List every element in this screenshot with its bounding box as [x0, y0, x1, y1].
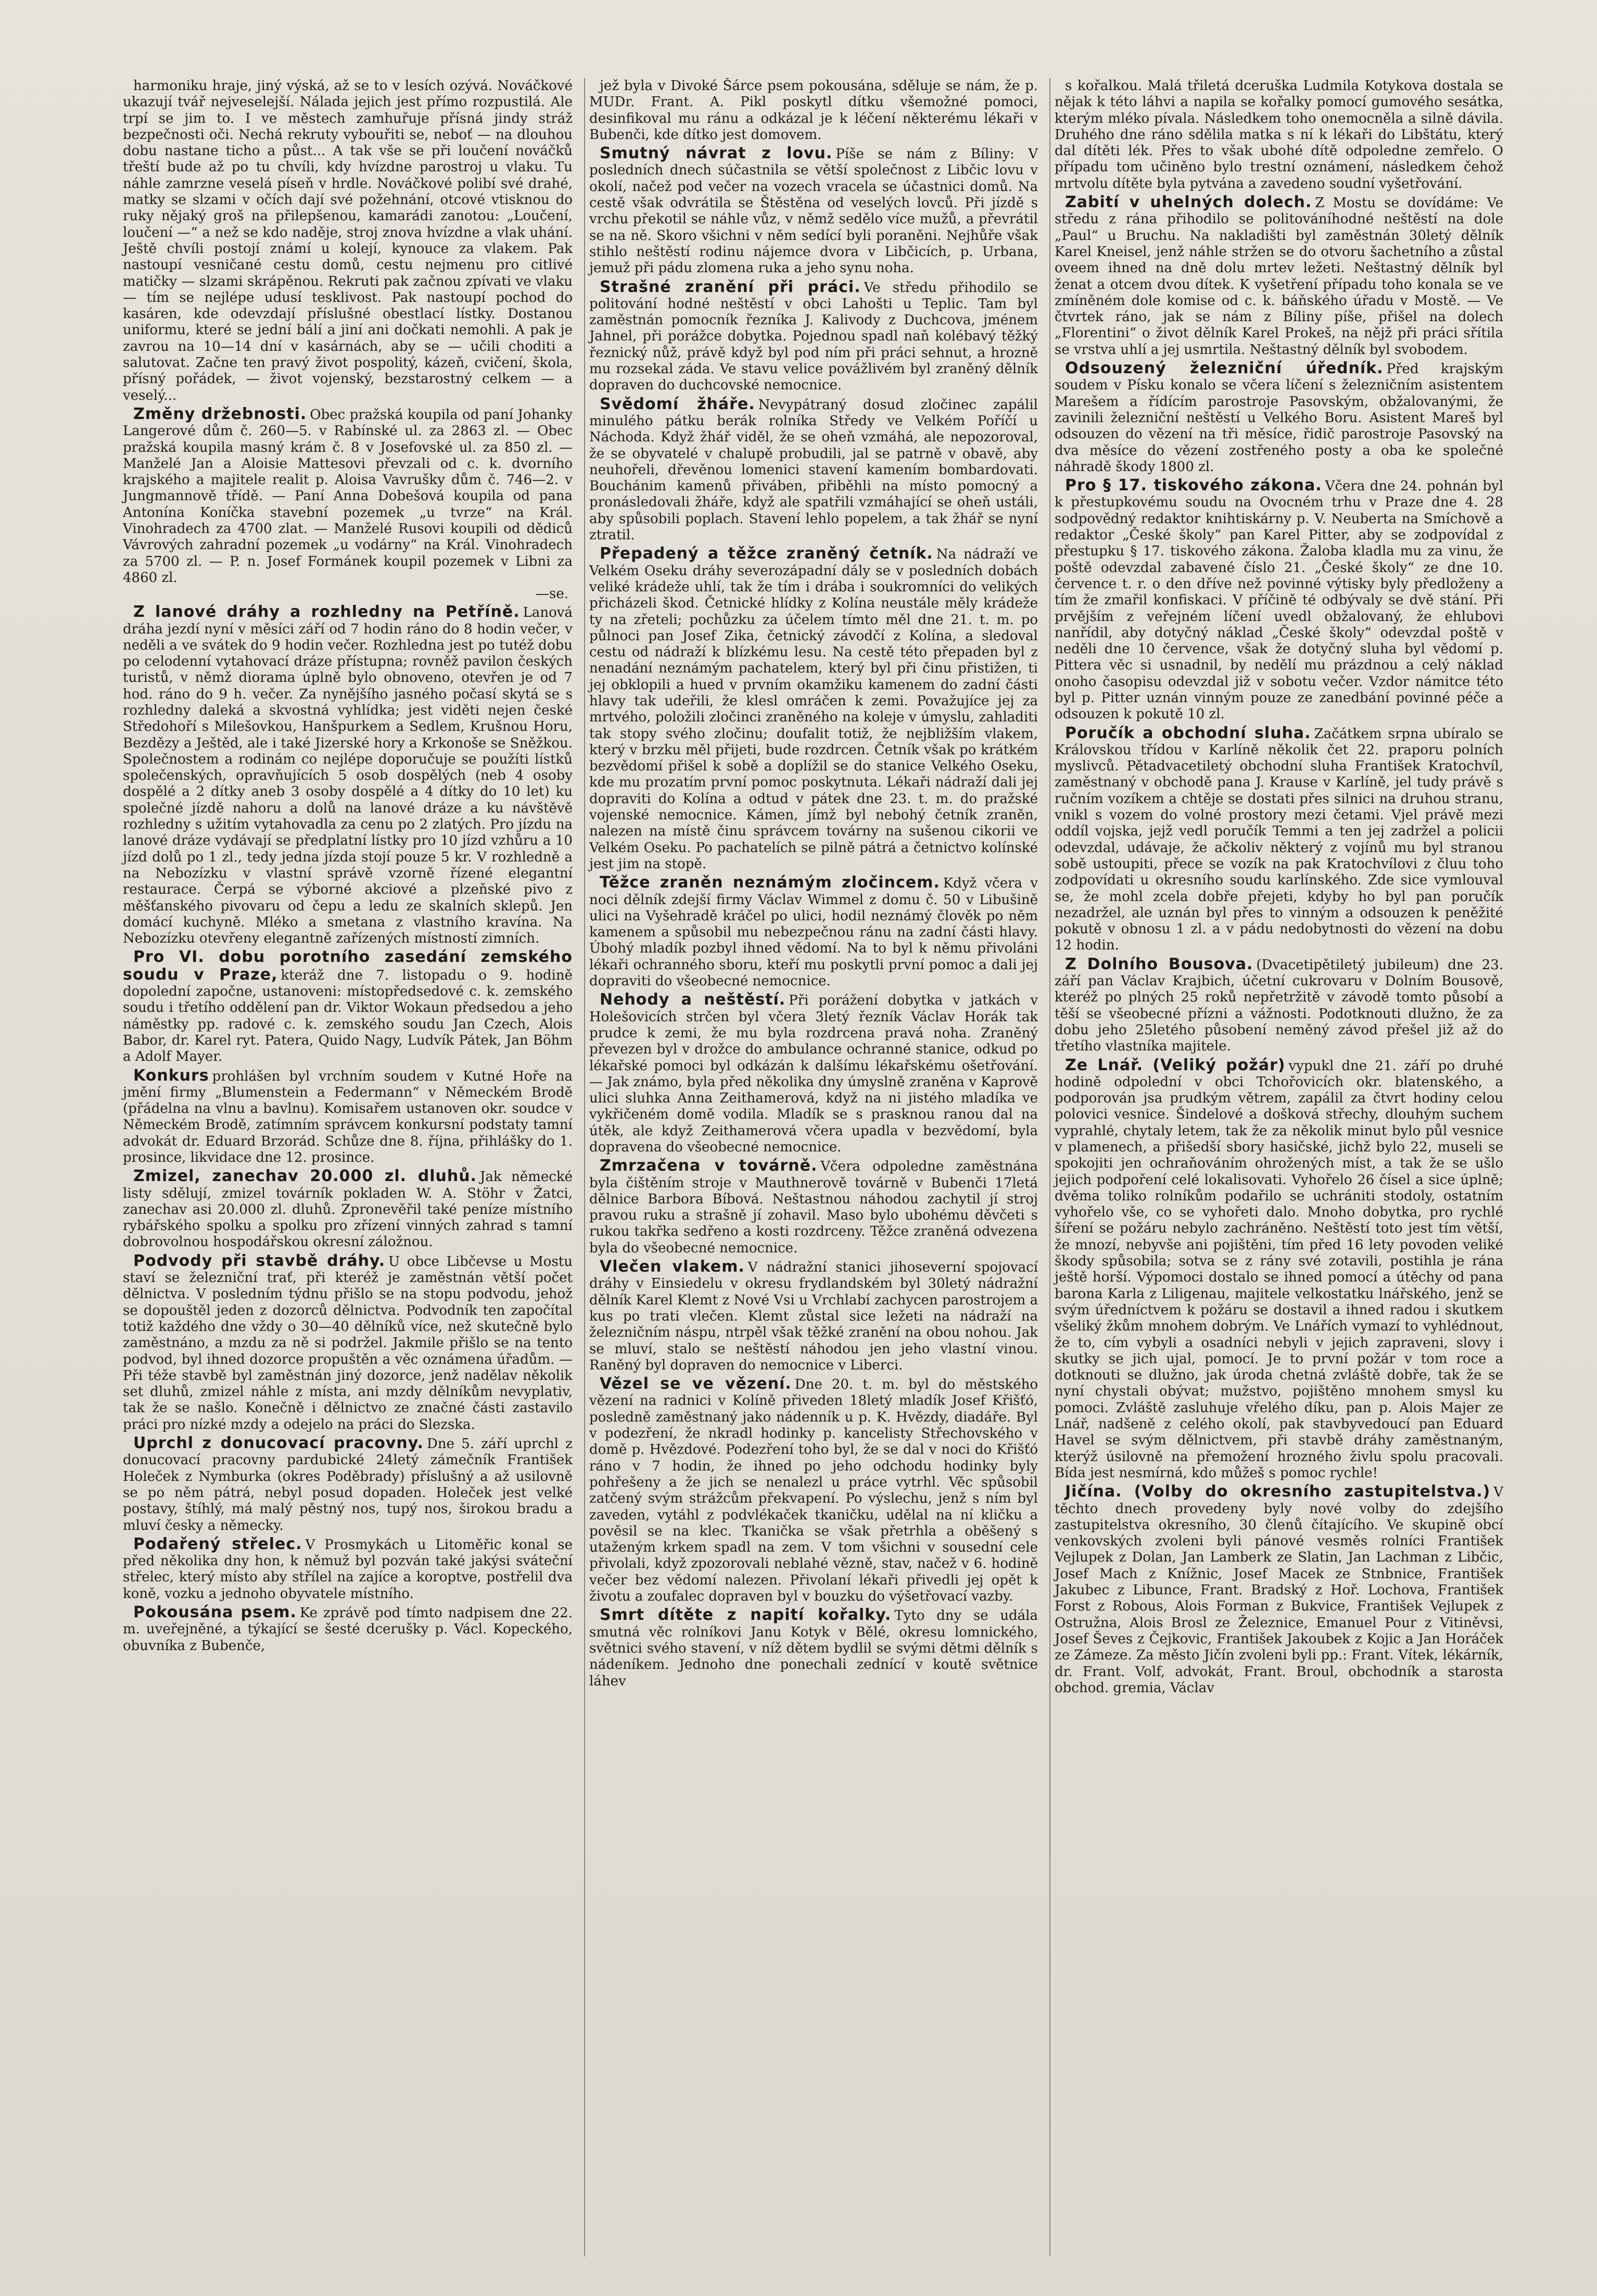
- article-text: Dne 20. t. m. byl do městského vězení na radnici v Kolíně přiveden 18letý mladík Josef Křišťó, posledně zaměstnaný jako nádenník u p. K. Hvězdy, diadáře. Byl v podezření, že nkradl hodinky p. kancelisty Střechovského v domě p. Hvězdové. Podezření toho byl, že se dal v noci do Křišťó ráno v 7 hodin, že ihned po jeho odchodu hodinky byly pohřešeny a že jich se nenalezl u práce vytrhl. Věc spůsobil zatčený svým strážcům překvapení. Po výslechu, jenž s ním byl zaveden, vytáhl z podvlékaček tkaničku, udělal na ní kličku a pověsil se na klec. Tkanička se však přetrhla a oběšený s utaženým krkem spadl na zem. V tom všichni v sousední cele přivolali, když zpozorovali neblahé vězně, stav, načež v 6. hodině večer bez vědomí nalezen. Přivolaní lékaři přivedli jej opět k životu a zoufalec dopraven byl v bouzku do výšetřovací vazby.: [589, 1377, 1038, 1605]
- news-article: [123, 1068, 573, 1166]
- article-heading: Těžce zraněn neznámým zločincem.: [600, 873, 940, 892]
- article-text: Při porážení dobytka v jatkách v Holešovicích strčen byl včera 3letý řezník Václav Horák tak prudce k zemi, že mu byla rozdrcena pravá noha. Zraněný převezen byl v drožce do ambulance ochranné stanice, odkud po lékařské pomoci byl odkázán k dalšímu lékařskému ošetřování. — Jak známo, byla před několika dny úmyslně zraněna v Kaprově ulici sluhka Anna Zeithamerová, když na ni jistého mladíka ve vykřičeném domě vodila. Mladík se s prasknou ranou dal na útěk, ale když Zeithamerová včera upadla v bezvědomí, byla dopravena do všeobecné nemocnice.: [589, 993, 1038, 1155]
- article-signature: —se.: [536, 586, 568, 602]
- article-heading: Z lanové dráhy a rozhledny na Petříně.: [133, 603, 520, 621]
- news-article: [589, 1158, 1038, 1257]
- article-paragraph: [1055, 360, 1503, 475]
- article-paragraph: [589, 145, 1038, 276]
- news-article: [589, 1607, 1038, 1689]
- article-text: Píše se nám z Bíliny: V posledních dnech súčastnila se větší společnost z Libčic lovu v okolí, načež pod večer na vozech vracela se účastnici domů. Na cestě však odvrátila se Štěstěna od veselých lovců. Při jízdě s vrchu překotil se náhle vůz, v němž sedělo více mužů, a převrátil se na ně. Skoro všichni v něm sedící byli poraněni. Nejhůře však stihlo neštěstí rodinu nájemce dvora v Libčicích, p. Urbana, jemuž při pádu zlomena ruka a jeho synu noha.: [589, 146, 1038, 276]
- article-text: V Prosmykách u Litoměřic konal se před několika dny hon, k němuž byl pozván také jakýsi sváteční střelec, který místo aby střílel na zajíce a koroptve, postřelil dva koně, vozku a jednoho obyvatele místního.: [123, 1537, 573, 1602]
- article-text: Lanová dráha jezdí nyní v měsíci září od 7 hodin ráno do 8 hodin večer, v neděli a ve svátek do 9 hodin večer. Rozhledna jest po tutéž dobu po celodenní vytahovací dráze přístupna; rovněž pavilon českých turistů, v němž diorama úplně bylo obnoveno, otevřen je od 7 hod. ráno do 9 h. večer. Za nynějšího jasného počasí skytá se s rozhledny daleká a skvostná vyhlídka; jest viděti nejen české Středohoří s Milešovkou, Hanšpurkem a Sedlem, Krušnou Horu, Bezdězy a Ještěd, ale i také Jizerské hory a Krkonoše se Sněžkou. Společnostem a rodinám co nejlépe doporučuje se použíti lístků společenských, opravňujících 5 osob dospělých (neb 4 osoby dospělé a 2 dítky aneb 3 osoby dospělé a 4 dítky do 10 let) ku společné jízdě nahoru a dolů na lanové dráze a ku návštěvě rozhledny s užitím vytahovadla za cenu po 2 zlatých. Pro jízdu na lanové dráze vydávají se předplatní lístky pro 10 jízd vzhůru a 10 jízd dolů po 1 zl., tedy jedna jízda stojí pouze 5 kr. V rozhledně a na Nebozízku v vlastní správě vzorně řízené elegantní restaurace. Čerpá se výborné akciové a plzeňské pivo z měšťanského pivovaru od čepu a ledu ze skalních sklepů. Jen domácí kuchyně. Mléko a smetana z vlastního kravína. Na Nebozízku otevřeny elegantně zařízených místností zimních.: [123, 605, 573, 947]
- article-text: U obce Libčevse u Mostu staví se železniční trať, při kteréž je zaměstnán větší počet dělnictva. V posledním týdnu přišlo se na stopu podvodu, jehož se dopouštěl jeden z dozorců dělnictva. Podvodník ten započítal totiž každého dne vždy o 30—40 dělníků více, než skutečně bylo zaměstnáno, a mzdu za ně si podržel. Jakmile přišlo se na tento podvod, byl ihned dozorce propuštěn a věc oznámena úřadům. — Při téže stavbě byl zaměstnán jiný dozorce, jenž nadělav několik set dluhů, zmizel náhle z místa, ani mzdy dělníkům nevyplativ, tak že se našlo. Konečně i dělnictvo ze značné části zastavilo práci pro nízké mzdy a odejelo na práci do Slezska.: [123, 1253, 573, 1432]
- article-heading: Pro § 17. tiskového zákona.: [1065, 476, 1322, 495]
- article-heading: Podařený střelec.: [133, 1534, 302, 1553]
- news-article: [589, 1259, 1038, 1374]
- article-text: V těchto dnech provedeny byly nové volby do zdejšího zastupitelstva okresního, 30 členů čítajícího. Ve skupině obcí venkovských zvoleni byli pánové vesměs rolníci František Vejlupek z Dolan, Jan Lamberk ze Slatin, Jan Lachman z Libčic, Josef Mach z Knížnic, Josef Macek ze Stnbnice, František Jakubec z Libunce, Frant. Bradský z Hoř. Lochova, František Forst z Robous, Alois Forman z Bukvice, František Vejlupek z Ostružna, Alois Brosl ze Železnice, Emanuel Pour z Vitiněvsi, Josef Ševes z Čejkovic, František Jakoubek z Kojic a Jan Horáček ze Zámeze. Za město Jičín zvoleni byli pp.: Frant. Vítek, lékárník, dr. Frant. Volf, advokát, Frant. Broul, obchodník a starosta obchod. gremia, Václav: [1055, 1485, 1503, 1696]
- news-article: [123, 604, 573, 947]
- article-text: vypukl dne 21. září po druhé hodině odpolední v obci Tchořovicích okr. blatenského, a podporován jsa prudkým větrem, zapálil za čtvrt hodiny celou polovici vesnice. Šindelové a došková střechy, dlouhým suchem vyprahlé, chytaly letem, tak že za několik minut bylo půl vesnice v plamenech, a přišedší sbory hasičské, jichž bylo 22, museli se spokojiti jen ochraňováním ohrožených míst, a tak že se ušlo jejich podpoření celé lokalisovati. Vyhořelo 26 čísel a sice úplně; dvěma toliko rolníkům podařilo se uchrániti stodoly, ostatním vyhořelo vše, co se vyhořeti dalo. Mnoho dobytka, pro rychlé šíření se požáru nebylo zachráněno. Neštěstí toto jest tím větší, že mnozí, nebyvše ani pojištěni, tím před 16 lety povoden veliké škody spůsobila; sotva se z rány své zotavili, postihla je rána ještě horší. Výpomoci dostalo se ihned pomocí a útěchy od pana barona Karla z Liligenau, majitele velkostatku lnářského, jenž se svým úředníctvem k požáru se dostavil a ihned radou i skutkem všeliký žkům mnohem dobrým. Ve Lnářích vymazí to vyhlédnout, že to, cím vybyli a osadníci nebyli v jejich zapraveni, slovy i skutky se jich ujal, pomocí. Je to první požár v tom roce a dotknouti se dlužno, jak úroda chetná zvláště dobře, tak že se nyní chystali obývat; mužstvo, pojištěno mnohem smysl ku pomoci. Zvláště zasluhuje vřelého díku, pan p. Alois Majer ze Lnář, nadšeně z celého okolí, pak stavbyvedoucí pan Eduard Havel se svým dělnictvem, při stavbě dráhy zaměstnaným, kterýž úsilovně na přemožení hrozného živlu spolu pracovali. Bída jest nesmírná, kdo můžeš s pomoc rychle!: [1055, 1058, 1503, 1481]
- news-article: [1055, 360, 1503, 475]
- article-paragraph: [1055, 477, 1503, 722]
- article-heading: Jičína. (Volby do okresního zastupitelstva.): [1065, 1482, 1491, 1501]
- article-heading: Pokousána psem.: [133, 1603, 297, 1622]
- article-heading: Poručík a obchodní sluha.: [1065, 724, 1311, 742]
- article-heading: Z Dolního Bousova.: [1065, 955, 1253, 973]
- news-article: [589, 546, 1038, 872]
- news-article: [123, 949, 573, 1065]
- article-heading: Uprchl z donucovací pracovny.: [133, 1434, 424, 1453]
- news-article: [589, 145, 1038, 276]
- article-paragraph: [123, 1435, 573, 1534]
- article-text: (Dvacetipětiletý jubileum) dne 23. září pan Václav Krajbich, účetní cukrovaru v Dolním Bousově, kteréž po plných 25 roků nepřetržitě v závodě tomto působí a těší se všeobecné přízni a vážnosti. Podotknouti dlužno, že za dobu jeho 25letého působení neměný závod přešel již až do třetího vlastníka majitele.: [1055, 957, 1503, 1055]
- article-heading: Podvody při stavbě dráhy.: [133, 1251, 386, 1270]
- article-paragraph: [123, 949, 573, 1065]
- article-text: Na nádraží ve Velkém Oseku dráhy severozápadní dály se v posledních dobách veliké krádeže uhlí, tak že tím i drába i soukromníci do velikých přicházeli škod. Četnické hlídky z Kolína neustále měly krádeže ty na zřeteli; pochůzku za účelem tímto měl dne 21. t. m. po půlnoci pan Josef Zika, četnický závodčí z Kolína, a sledoval cestu od nádraží k blízkému lesu. Na cestě této přepaden byl z nenadání neznámým pachatelem, který byl při činu přistižen, ti jej obklopili a hued v prvním okamžiku kamenem do zadní části hlavy tak udeřili, že klesl omráčen k zemi. Považujíce jej za mrtvého, položili zločinci zraněného na koleje v úmyslu, zahladiti tak stopy svého zločinu; doufalit totiž, že nejbližším vlakem, který v brzku měl přijeti, bude rozdrcen. Četník však po krátkém bezvědomí přišel k sobě a doplížil se do stanice Velkého Oseku, kde mu prozatím první pomoc poskytnuta. Lékaři nádraží dali jej dopraviti do Kolína a odtud v pátek dne 23. t. m. do pražské vojenské nemocnice. Kámen, jímž byl nebohý četník zraněn, nalezen na místě činu správcem továrny na sušenou cikorii ve Velkém Oseku. Po pachatelích se pilně pátrá a četnictvo kolínské jest jim na stopě.: [589, 547, 1038, 872]
- article-paragraph: [123, 1253, 573, 1433]
- article-heading: Změny držebnosti.: [133, 404, 307, 423]
- article-heading: Smrt dítěte z napití kořalky.: [600, 1606, 892, 1625]
- article-text: kteráž dne 7. listopadu o 9. hodině dopolední započne, ustanoveni: místopředsedové c. k. zemského soudu i třetího oddělení pan dr. Viktor Wokaun předsedou a jeho náměstky pp. radové c. k. zemského soudu Jan Czech, Alois Babor, dr. Karel ryt. Patera, Quido Nagy, Ludvík Pátek, Jan Böhm a Adolf Mayer.: [123, 967, 573, 1065]
- article-heading: Odsouzený železniční úředník.: [1065, 359, 1384, 378]
- article-text: Včera odpoledne zaměstnána byla čištěním stroje v Mauthnerově továrně v Bubenči 17letá dělnice Barbora Bíbová. Neštastnou náhodou zachytil jí stroj pravou ruku a strašně jí zohavil. Maso bylo ubohému děvčeti s rukou takřka sedřeno a kosti rozdrceny. Těžce zraněná odvezena byla do všeobecné nemocnice.: [589, 1159, 1038, 1256]
- article-heading: Zmrzačena v továrně.: [600, 1157, 818, 1175]
- article-text: jež byla v Divoké Šárce psem pokousána, sděluje se nám, že p. MUDr. Frant. A. Pikl poskytl dítku všemožné pomoci, desinfikoval mu ránu a odkázal je k léčení některému lékaři v Bubenči, kde dítko jest domovem.: [589, 78, 1038, 143]
- article-heading: Vězel se ve vězení.: [600, 1375, 792, 1393]
- article-text: Nevypátraný dosud zločinec zapálil minulého pátku berák rolníka Středy ve Velkém Poříčí u Náchoda. Když žhář viděl, že se oheň vzmáhá, ale nepozoroval, že se obyvatelé v chalupě probudili, jal se patrně v obavě, aby neuhořeli, dřevěnou lomenici stavení kamením bombardovati. Bouchánim kamenů přiváben, přiběhli na místo pomocný a pronásledovali žháře, když ale spatřili vzmáhající se oheň ustáli, aby spůsobili poplach. Stavení lehlo popelem, a tak žhář se nyní ztratil.: [589, 397, 1038, 543]
- news-article: [1055, 956, 1503, 1055]
- article-heading: Smutný návrat z lovu.: [600, 144, 833, 163]
- article-paragraph: [589, 1158, 1038, 1257]
- article-text: Tyto dny se udála smutná věc rolníkovi Janu Kotyk v Bělé, okresu lomnického, světnici svého stavení, v níž dětem bydlil se svými dětmi dělník s nádeníkem. Jednoho dne ponechali zednící v koutě světnice láhev: [589, 1608, 1038, 1689]
- article-paragraph: [1055, 725, 1503, 954]
- article-heading: Svědomí žháře.: [600, 395, 755, 413]
- article-heading: Nehody a neštěstí.: [600, 991, 786, 1009]
- article-text: Dne 5. září uprchl z donucovací pracovny pardubické 24letý zámečník František Holeček z Nymburka (okres Poděbrady) příslušný a až usilovně se po něm pátrá, nebyl posud dopaden. Holeček jest velké postavy, štíhlý, má malý pěstný nos, tupý nos, širokou bradu a mluví česky a německy.: [123, 1436, 573, 1533]
- column-1: [119, 78, 577, 2256]
- article-heading: Konkurs: [133, 1066, 209, 1085]
- text-columns: [119, 78, 1507, 2256]
- article-heading: Přepadený a těžce zraněný četník.: [600, 544, 933, 563]
- article-text: Obec pražská koupila od paní Johanky Langerové dům č. 260—5. v Rabínské ul. za 2863 zl. — Obec pražská koupila masný krám č. 8 v Josefovské ul. za 850 zl. — Manželé Jan a Aloisie Mattesovi převzali od c. k. dvorního krajského a majitele realit p. Aloisa Vavrušky dům č. 746—2. v Jungmannově třídě. — Paní Anna Dobešová koupila od pana Antonína Koníčka stavební pozemek „u tvrze“ na Král. Vinohradech za 4700 zlat. — Manželé Rusovi koupili od dědiců Vávrových zahradní pozemek „u vodárny“ na Král. Vinohradech za 5700 zl. — P. n. Josef Formánek koupil pozemek v Libni za 4860 zl.: [123, 407, 573, 586]
- article-heading: Vlečen vlakem.: [600, 1258, 745, 1276]
- article-heading: Zmizel, zanechav 20.000 zl. dluhů.: [133, 1167, 477, 1186]
- article-paragraph: [123, 406, 573, 586]
- article-paragraph: [589, 874, 1038, 990]
- news-article: [1055, 78, 1503, 192]
- news-article: [123, 1168, 573, 1250]
- article-paragraph: [589, 1607, 1038, 1689]
- news-article: [123, 1604, 573, 1654]
- article-heading: Strašné zranění při práci.: [600, 277, 861, 296]
- article-paragraph: [589, 396, 1038, 544]
- news-article: [123, 406, 573, 602]
- news-article: [1055, 1057, 1503, 1482]
- article-paragraph: [1055, 194, 1503, 358]
- article-paragraph: [1055, 1483, 1503, 1696]
- article-text: Před krajským soudem v Písku konalo se včera líčení s železničním asistentem Marešem a řídícím parostroje Pasovským, obžalovanými, že zavinili železniční neštěstí u Velkého Boru. Asistent Mareš byl odsouzen do vězení na tři měsíce, řidič parostroje Pasovský na dva měsíce do vězení zostřeného posty a oba ke společné náhradě škody 1800 zl.: [1055, 361, 1504, 475]
- article-paragraph: [589, 1259, 1038, 1374]
- news-article: [589, 279, 1038, 394]
- article-text: harmoniku hraje, jiný výská, až se to v lesích ozývá. Nováčkové ukazují tvář nejveselejší. Nálada jejich jest přímo rozpustilá. Ale trpí se jim to. I ve městech zamhuřuje přísná jindy stráž bezpečnosti oči. Nechá rekruty vybouřiti se, neboť — na dlouhou dobu nastane ticho a půst... A tak vše se při loučení nováčků třeští bude až po tu chvíli, kdy hvízdne parostroj u vlaku. Tu náhle zamrzne veselá píseň v hrdle. Nováčkové polibí své drahé, matky se slzami v očích dají své požehnání, otcové vtisknou do ruky nějaký groš na přilepšenou, kamarádi zanotou: „Loučení, loučení —“ a než se kdo naděje, stroj znova hvízdne a vlak uhání. Ještě chvíli postojí známí u kolejí, kynouce za vlakem. Pak nastoupí vesničané cestu domů, cestu nejmenu pro citlivé matičky — slzami skrápěnou. Rekruti pak začnou zpívati ve vlaku — tím se nejlépe udusí tesklivost. Pak nastoupí pochod do kasáren, kde odevzdají příslušné obestlací lístky. Dostanou uniformu, které se jední bálí a jiní ani dočkati nemohli. A pak je zavrou na 10—14 dní v kasárnách, aby se — učili choditi a salutovat. Začne ten pravý život pospolitý, kázeň, cvičení, škola, přísný pořádek, — život vojenský, bezstarostný celkem — a veselý...: [123, 78, 573, 403]
- article-paragraph: [589, 78, 1038, 143]
- article-paragraph: [123, 604, 573, 947]
- article-text: prohlášen byl vrchním soudem v Kutné Hoře na jmění firmy „Blumenstein a Federmann“ v Německém Brodě (přádelna na vlnu a bavlnu). Komisařem ustanoven okr. soudce v Německém Brodě, zatímním správcem konkursní podstaty tamní advokát dr. Eduard Brzorád. Schůze dne 8. října, přihlášky do 1. prosince, likvidace dne 12. prosince.: [123, 1068, 573, 1165]
- news-article: [589, 874, 1038, 990]
- column-2: [584, 78, 1042, 2256]
- news-article: [589, 992, 1038, 1156]
- article-paragraph: [589, 992, 1038, 1156]
- news-article: [1055, 1483, 1503, 1696]
- article-heading: Zabití v uhelných dolech.: [1065, 193, 1312, 212]
- article-text: Začátkem srpna ubíralo se Královskou třídou v Karlíně několik čet 22. praporu polních myslivců. Pětadvacetiletý obchodní sluha František Kratochvíl, zaměstnaný v obchodě pana J. Krause v Karlíně, jel tudy právě s ručním vozíkem a chtěje se dostati přes silnici na druhou stranu, vnikl s vozem do volné prostory mezi četami. Vjel právě mezi oddíl vojska, jejž vedl poručík Temmi a ten jej zadržel a policii odevzdal, udávaje, že ačkoliv některý z vojínů mu byl stranou sobě ustoupiti, přece se vozík na pak Kratochvílovi z čluu toho zodpovídati u okresního soudu karlínského. Zde sice vymlouval se, že mohl zcela dobře přejeti, kdyby ho byl pan poručík nezadržel, ale uznán byl přes to vinným a odsouzen k peněžité pokutě v obnosu 1 zl. a v pádu nedobytnosti do vězení na dobu 12 hodin.: [1055, 726, 1503, 954]
- article-text: Včera dne 24. pohnán byl k přestupkovému soudu na Ovocném trhu v Praze dne 4. 28 sodpovědný redaktor knihtiskárny p. V. Neuberta na Smíchově a redaktor „České školy“ pan Karel Pitter, aby se zodpovídal z přestupku § 17. tiskového zákona. Žaloba kladla mu za vinu, že poště odevzdal zabavené číslo 21. „České školy“ ze dne 10. července t. r. o den dříve než povinné výtisky byly předloženy a tím že zmařil konfiskaci. V příčině té odbývaly se dvě stání. Při prvějším z veřejném líčení uvedl obžalovaný, že ehlubovi nanřídil, aby dotyčný náklad „České školy“ odevzdal poště v neděli dne 10 července, však že dotyčný sluha byl vědomí p. Pittera věc si usnadnil, by nedělí mu prázdnou a celý náklad onoho časopisu odevzdal již v sobotu večer. Vzdor námitce této byl p. Pitter uznán vinným pouze ze zanedbání povinné péče a odsouzen k pokutě 10 zl.: [1055, 478, 1503, 722]
- article-paragraph: [123, 1536, 573, 1602]
- article-text: V nádražní stanici jihoseverní spojovací dráhy v Einsiedelu v okresu frydlandském byl 30letý nádražní dělník Karel Klemt z Nové Vsi u Vrchlabí zachycen parostrojem a kus po trati vlečen. Klemt zůstal sice ležeti na nádraží na železničním náspu, ntrpěl však těžké zranění na obou nohou. Jak se mluví, stalo se neštěstí náhodou jen jeho vlastní vinou. Raněný byl dopraven do nemocnice v Liberci.: [589, 1260, 1038, 1373]
- article-paragraph: [1055, 78, 1503, 192]
- article-text: Když včera v noci dělník zdejší firmy Václav Wimmel z domu č. 50 v Libušině ulici na Vyšehradě kráčel po ulici, hodil neznámý člověk po něm kamenem a spůsobil mu nebezpečnou ránu na zadní části hlavy. Úbohý mladík pozbyl ihned vědomí. Na to byl k němu přivoláni lékaři ochranného sboru, kteří mu poskytli první pomoc a dali jej dopraviti do všeobecné nemocnice.: [589, 876, 1038, 990]
- news-article: [589, 78, 1038, 143]
- article-text: Ve středu přihodilo se politování hodné neštěstí v obci Lahošti u Teplic. Tam byl zaměstnán pomocník řezníka J. Kalivody z Duchcova, jménem Jahnel, při porážce dobytka. Pojednou spadl naň kolébavý těžký řeznický nůž, právě když byl pod ním při práci sehnut, a hrozně mu rozsekal záda. Ve stavu velice povážlivém byl zraněný dělník dopraven do duchcovské nemocnice.: [589, 280, 1038, 394]
- news-article: [1055, 194, 1503, 358]
- news-article: [589, 1376, 1038, 1605]
- article-heading: Ze Lnář. (Veliký požár): [1065, 1056, 1286, 1074]
- article-paragraph: [589, 279, 1038, 394]
- news-article: [589, 396, 1038, 544]
- article-text: Ke zprávě pod tímto nadpisem dne 22. m. uveřejněné, a týkající se šesté dcerušky p. Václ. Kopeckého, obuvníka z Bubenče,: [123, 1605, 573, 1654]
- news-article: [123, 78, 573, 404]
- article-paragraph: [589, 546, 1038, 872]
- article-text: s kořalkou. Malá třiletá dceruška Ludmila Kotykova dostala se nějak k této láhvi a napila se kořalky pomocí gumového sesátka, kterým mléko pívala. Následkem toho onemocněla a silně dávila. Druhého dne ráno sdělila matka s ní k lékaři do Libštátu, který dal dítěti lék. Přes to však ubohé dítě odpoledne zemřelo. O případu tom učiněno bylo trestní oznámení, následkem čehož mrtvolu dítěte byla pytvána a zavedeno soudní vyšetřování.: [1055, 78, 1503, 192]
- article-paragraph: [1055, 1057, 1503, 1482]
- article-paragraph: [1055, 956, 1503, 1055]
- news-article: [123, 1435, 573, 1534]
- news-article: [123, 1536, 573, 1602]
- article-paragraph: [589, 1376, 1038, 1605]
- article-paragraph: [123, 1068, 573, 1166]
- article-text: Z Mostu se dovídáme: Ve středu z rána přihodilo se politováníhodné neštěstí na dole „Paul“ u Bruchu. Na nakladišti byl zaměstnán 30letý dělník Karel Kneisel, jenž náhle stržen se do otvoru šachetního a zůstal oveem ihned na dně dolu mrtev ležeti. Neštastný dělník byl ženat a otcem dvou dítek. K vyšetření případu toho konala se ve zmíněném dole komise od c. k. báňského úřadu v Mostě. — Ve čtvrtek ráno, jak se nám z Bíliny píše, přišel na dolech „Florentini“ o život dělník Karel Prokeš, na nějž při práci sřítila se vrstva uhlí a jej usmrtila. Neštastný dělník byl svobodem.: [1055, 195, 1504, 358]
- article-heading: Pro VI. dobu porotního zasedání zemského soudu v Praze,: [123, 948, 573, 984]
- column-3: [1049, 78, 1507, 2256]
- article-paragraph: [123, 78, 573, 404]
- article-paragraph: [123, 1168, 573, 1250]
- news-article: [123, 1253, 573, 1433]
- news-article: [1055, 477, 1503, 722]
- article-paragraph: [123, 1604, 573, 1654]
- news-article: [1055, 725, 1503, 954]
- article-text: Jak německé listy sdělují, zmizel továrník pokladen W. A. Stöhr v Žatci, zanechav asi 20.000 zl. dluhů. Zpronevěřil také peníze místního rybářského spolku a spolku pro zřízení vinných zahrad s tamní dobrovolnou hospodářskou okresní záložnou.: [123, 1169, 573, 1250]
